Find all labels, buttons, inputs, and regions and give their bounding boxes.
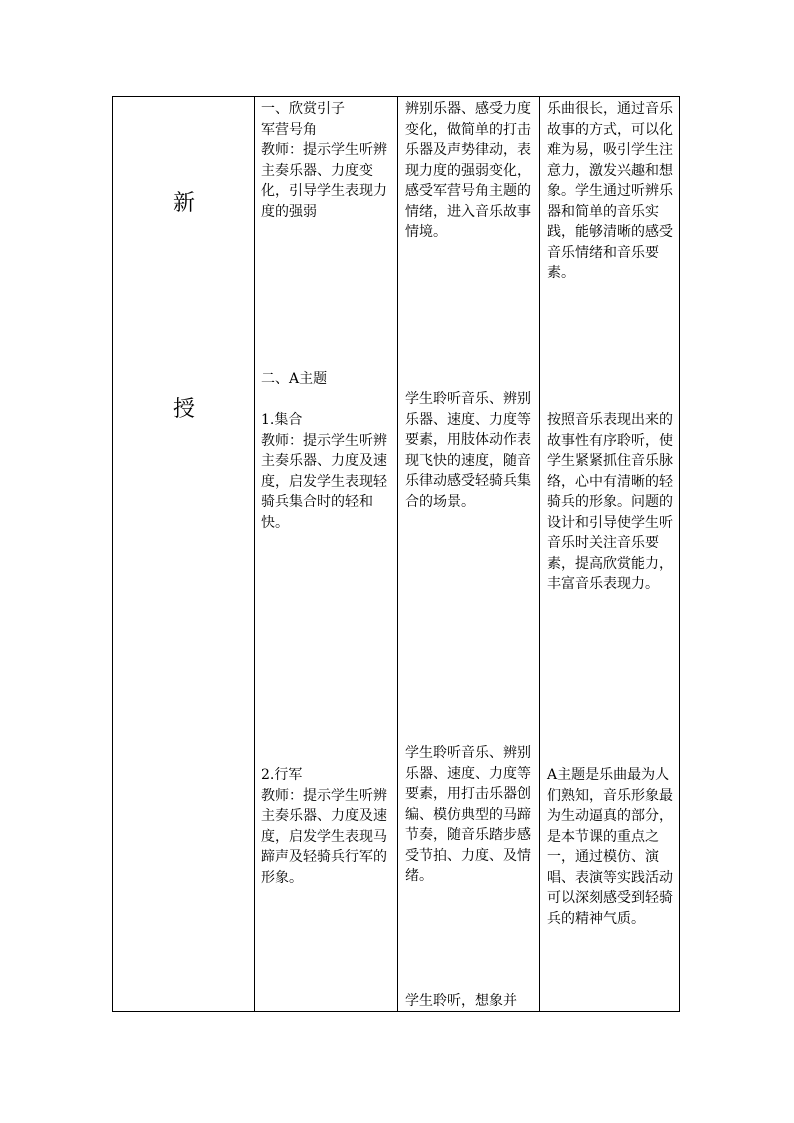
design-intent-gather: 按照音乐表现出来的故事性有序聆听，使学生紧紧抓住音乐脉络，心中有清晰的轻骑兵的形象。问题的设计和引导使学生听音乐时关注音乐要素，提高欣赏能力，丰富音乐表现力。 <box>547 412 673 592</box>
student-activity-march: 学生聆听音乐、辨别乐器、速度、力度等要素，用打击乐器创编、模仿典型的马蹄节奏，随音乐踏步感受节拍、力度、及情绪。 <box>405 745 531 884</box>
teacher-activity-gather: 1.集合 教师：提示学生听辨主奏乐器、力度及速度，启发学生表现轻骑兵集合时的轻和快。 <box>261 412 387 531</box>
student-activity-gather: 学生聆听音乐、辨别乐器、速度、力度等要素，用肢体动作表现飞快的速度，随音乐律动感受轻骑兵集合的场景。 <box>405 391 531 510</box>
column-divider <box>254 97 255 1011</box>
column-divider <box>397 97 398 1011</box>
teacher-activity-intro: 一、欣赏引子 军营号角 教师：提示学生听辨主奏乐器、力度变化，引导学生表现力度的强弱 <box>261 101 387 220</box>
design-intent-intro: 乐曲很长，通过音乐故事的方式，可以化难为易，吸引学生注意力，激发兴趣和想象。学生通过听辨乐器和简单的音乐实践，能够清晰的感受音乐情绪和音乐要素。 <box>547 101 673 281</box>
design-intent-march: A主题是乐曲最为人们熟知，音乐形象最为生动逼真的部分，是本节课的重点之一，通过模仿、演唱、表演等实践活动可以深刻感受到轻骑兵的精神气质。 <box>547 767 673 927</box>
column-divider <box>539 97 540 1011</box>
section-heading-a-theme: 二、A主题 <box>261 371 328 387</box>
lesson-plan-table <box>112 96 680 1012</box>
student-activity-intro: 辨别乐器、感受力度变化，做简单的打击乐器及声势律动，表现力度的强弱变化，感受军营号角主题的情绪，进入音乐故事情境。 <box>405 101 531 240</box>
stage-label-char-2: 授 <box>173 397 196 422</box>
stage-label-char-1: 新 <box>173 191 196 216</box>
student-activity-continued: 学生聆听，想象并 <box>405 993 517 1009</box>
teacher-activity-march: 2.行军 教师：提示学生听辨主奏乐器、力度及速度，启发学生表现马蹄声及轻骑兵行军的形象。 <box>261 767 387 886</box>
